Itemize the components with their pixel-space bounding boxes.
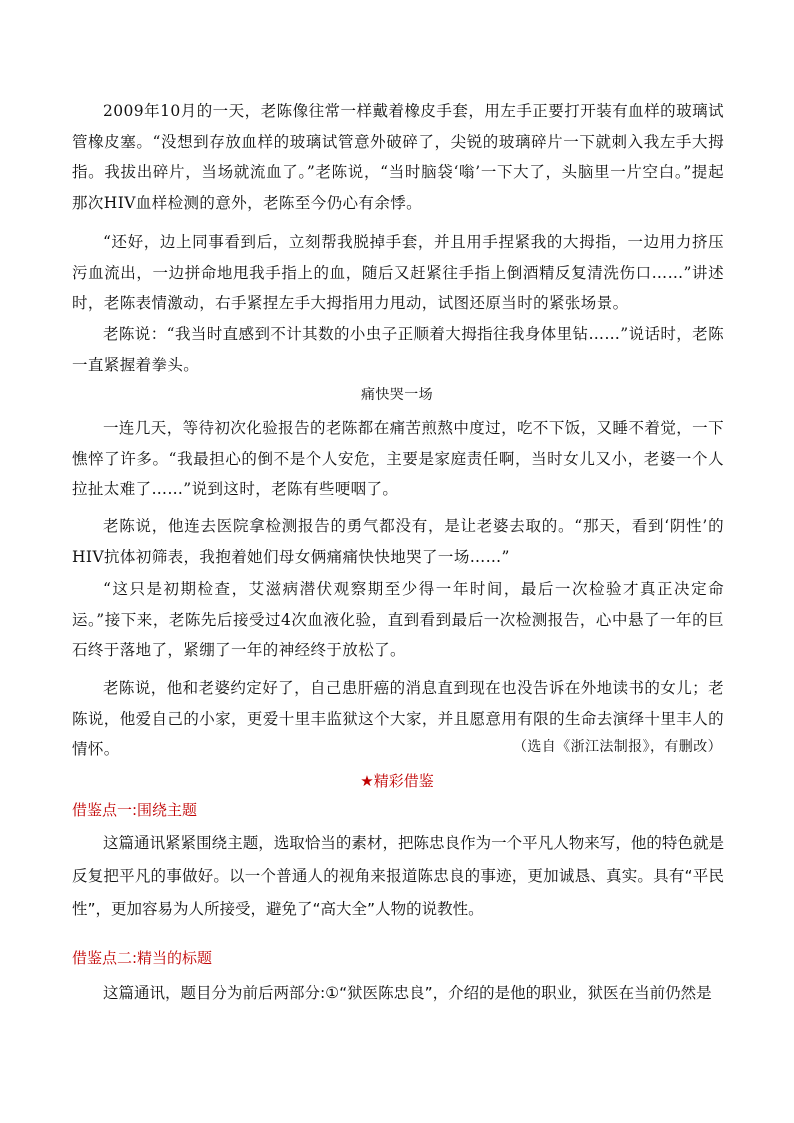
article-paragraph-1: 2009年10月的一天，老陈像往常一样戴着橡皮手套，用左手正要打开装有血样的玻璃试管橡皮塞。“没想到存放血样的玻璃试管意外破碎了，尖锐的玻璃碎片一下就刺入我左手大拇指。我拔出碎片，当场就流血了。”老陈说，“当时脑袋‘嗡’一下大了，头脑里一片空白。”提起那次HIV血样检测的意外，老陈至今仍心有余悸。 [72,102,724,212]
article-paragraph-6: “这只是初期检查，艾滋病潜伏观察期至少得一年时间，最后一次检验才真正决定命运。”接下来，老陈先后接受过4次血液化验，直到看到最后一次检测报告，心中悬了一年的巨石终于落地了，紧绷了一年的神经终于放松了。 [72,580,724,659]
article-paragraph-4: 一连几天，等待初次化验报告的老陈都在痛苦煎熬中度过，吃不下饭，又睡不着觉，一下憔悴了许多。“我最担心的倒不是个人安危，主要是家庭责任啊，当时女儿又小，老婆一个人拉扯太难了……”说到这时，老陈有些哽咽了。 [72,419,724,498]
point-2-body: 这篇通讯，题目分为前后两部分:①“狱医陈忠良”，介绍的是他的职业，狱医在当前仍然是 [103,984,712,1002]
article-paragraph-2: “还好，边上同事看到后，立刻帮我脱掉手套，并且用手捏紧我的大拇指，一边用力挤压污血流出，一边拼命地甩我手指上的血，随后又赶紧往手指上倒酒精反复清洗伤口……”讲述时，老陈表情激动，右手紧捏左手大拇指用力甩动，试图还原当时的紧张场景。 [72,233,724,312]
star-icon: ★ [360,772,374,790]
article-paragraph-3: 老陈说：“我当时直感到不计其数的小虫子正顺着大拇指往我身体里钻……”说话时，老陈一直紧握着拳头。 [72,325,724,374]
article-subheading: 痛快哭一场 [361,387,433,403]
article-paragraph-5: 老陈说，他连去医院拿检测报告的勇气都没有，是让老婆去取的。“那天，看到‘阴性’的HIV抗体初筛表，我抱着她们母女俩痛痛快快地哭了一场……” [72,517,724,566]
article-paragraph-7: 老陈说，他和老婆约定好了，自己患肝癌的消息直到现在也没告诉在外地读书的女儿；老陈说，他爱自己的小家，更爱十里丰监狱这个大家，并且愿意用有限的生命去演绎十里丰人的情怀。 [72,679,724,758]
point-2-heading: 借鉴点二:精当的标题 [72,949,213,967]
article-source: （选自《浙江法制报》，有删改） [513,739,722,755]
point-1-body: 这篇通讯紧紧围绕主题，选取恰当的素材，把陈忠良作为一个平凡人物来写，他的特色就是反复把平凡的事做好。以一个普通人的视角来报道陈忠良的事迹，更加诚恳、真实。具有“平民性”，更加容易为人所接受，避免了“高大全”人物的说教性。 [72,834,724,918]
appreciation-title [0,768,794,794]
point-1-heading: 借鉴点一:围绕主题 [72,801,198,819]
appreciation-title-text: 精彩借鉴 [373,772,434,790]
